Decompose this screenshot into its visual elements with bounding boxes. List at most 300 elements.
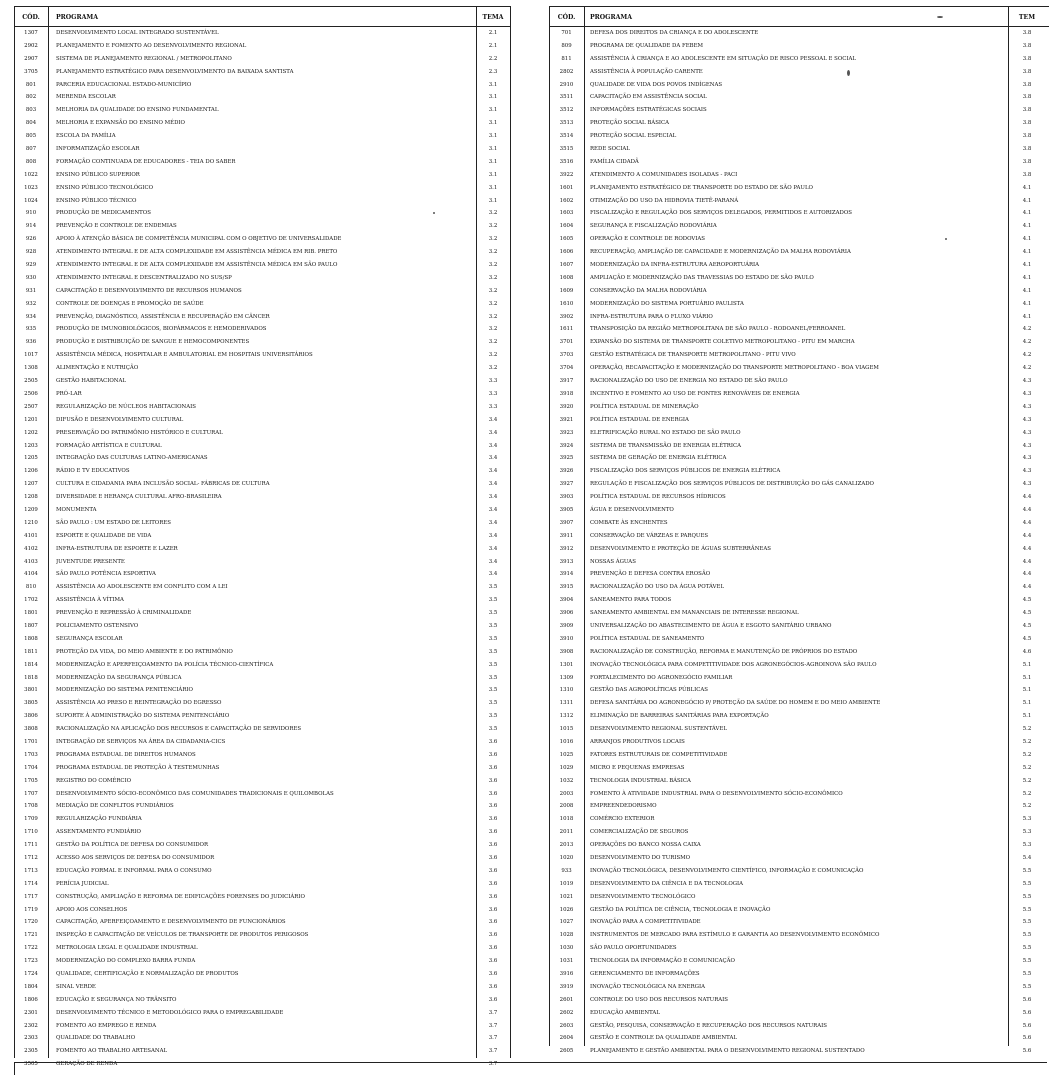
program-theme: 5.5 <box>1022 971 1032 978</box>
code-header: CÓD. <box>557 14 576 21</box>
program-name: COMBATE ÀS ENCHENTES <box>590 519 668 526</box>
program-theme: 3.5 <box>488 648 498 655</box>
program-theme: 5.2 <box>1022 726 1032 733</box>
left-rule-end <box>510 6 511 1058</box>
program-name: ATENDIMENTO INTEGRAL E DE ALTA COMPLEXIDADE EM ASSISTÊNCIA MÉDICA EM SÃO PAULO <box>56 262 338 269</box>
right-rule-program <box>584 6 585 1046</box>
program-code: 3902 <box>559 313 574 320</box>
program-code: 1201 <box>24 416 38 423</box>
table-row <box>549 323 1049 336</box>
program-code: 2507 <box>24 403 38 410</box>
program-code: 1713 <box>24 867 38 874</box>
program-name: GESTÃO, PESQUISA, CONSERVAÇÃO E RECUPERAÇÃO DOS RECURSOS NATURAIS <box>590 1022 827 1029</box>
program-code: 1611 <box>559 326 574 333</box>
program-theme: 3.8 <box>1022 30 1032 36</box>
program-name: ASSISTÊNCIA AO PRESO E REINTEGRAÇÃO DO EGRESSO <box>56 700 222 707</box>
table-row <box>549 684 1049 697</box>
program-name: FORTALECIMENTO DO AGRONEGÓCIO FAMILIAR <box>590 674 733 681</box>
program-name: DESENVOLVIMENTO DO TURISMO <box>590 855 691 861</box>
table-row <box>14 749 511 762</box>
program-name: MEDIAÇÃO DE CONFLITOS FUNDIÁRIOS <box>56 803 174 810</box>
program-code: 3705 <box>24 68 38 75</box>
program-theme: 5.1 <box>1022 700 1032 707</box>
program-name: FISCALIZAÇÃO DOS SERVIÇOS PÚBLICOS DE ENERGIA ELÉTRICA <box>590 468 781 475</box>
program-code: 1019 <box>559 880 574 887</box>
program-name: REGULARIZAÇÃO FUNDIÁRIA <box>56 816 142 823</box>
program-name: EDUCAÇÃO E SEGURANÇA NO TRÂNSITO <box>56 996 177 1003</box>
table-row <box>549 1032 1049 1045</box>
program-theme: 3.7 <box>488 1061 498 1068</box>
table-row <box>549 762 1049 775</box>
table-row <box>549 401 1049 414</box>
program-theme: 3.2 <box>488 352 498 359</box>
table-row <box>14 916 511 929</box>
program-theme: 4.5 <box>1022 622 1032 629</box>
program-name: TECNOLOGIA DA INFORMAÇÃO E COMUNICAÇÃO <box>590 958 735 965</box>
program-name: APOIO AOS CONSELHOS <box>56 906 128 913</box>
program-theme: 5.6 <box>1022 1022 1032 1029</box>
program-name: MODERNIZAÇÃO DA SEGURANÇA PÚBLICA <box>56 674 182 681</box>
program-code: 1312 <box>559 713 574 720</box>
program-theme: 5.5 <box>1022 919 1032 926</box>
table-row <box>549 104 1049 117</box>
program-theme: 3.6 <box>488 751 498 758</box>
program-theme: 4.1 <box>1022 197 1032 204</box>
table-row <box>14 1020 511 1033</box>
program-name: TECNOLOGIA INDUSTRIAL BÁSICA <box>590 777 691 784</box>
program-code: 3912 <box>559 545 574 552</box>
table-row <box>549 891 1049 904</box>
program-name: PLANEJAMENTO ESTRATÉGICO PARA DESENVOLVIMENTO DA BAIXADA SANTISTA <box>56 68 294 75</box>
program-code: 1027 <box>559 919 574 926</box>
program-code: 2008 <box>559 803 574 810</box>
program-code: 1610 <box>559 300 574 307</box>
page-footer-frame <box>14 1062 1047 1075</box>
table-row <box>549 220 1049 233</box>
program-theme: 3.4 <box>488 545 498 552</box>
program-theme: 5.6 <box>1022 1035 1032 1042</box>
program-code: 1807 <box>24 622 38 629</box>
table-row <box>549 852 1049 865</box>
table-row <box>549 1045 1049 1058</box>
program-code: 1026 <box>559 906 574 913</box>
table-row <box>14 195 511 208</box>
table-row <box>549 478 1049 491</box>
program-theme: 4.3 <box>1022 442 1032 449</box>
program-name: SÃO PAULO POTÊNCIA ESPORTIVA <box>56 571 156 578</box>
program-theme: 3.8 <box>1022 81 1032 88</box>
table-row <box>549 207 1049 220</box>
program-theme: 3.4 <box>488 468 498 475</box>
program-name: ENSINO PÚBLICO SUPERIOR <box>56 171 140 178</box>
program-code: 1031 <box>559 958 574 965</box>
program-name: CONSERVAÇÃO DE VÁRZEAS E PARQUES <box>590 532 709 539</box>
program-theme: 3.2 <box>488 365 498 372</box>
program-name: ESCOLA DA FAMÍLIA <box>56 133 116 140</box>
program-theme: 3.2 <box>488 274 498 281</box>
table-row <box>14 581 511 594</box>
program-code: 2603 <box>559 1022 574 1029</box>
table-row <box>14 697 511 710</box>
table-row <box>14 117 511 130</box>
table-row <box>14 865 511 878</box>
program-name: ASSISTÊNCIA AO ADOLESCENTE EM CONFLITO COM A LEI <box>56 584 228 591</box>
right-top-rule <box>549 6 1049 7</box>
program-name: GESTÃO E CONTROLE DA QUALIDADE AMBIENTAL <box>590 1035 737 1042</box>
program-name: ATENDIMENTO INTEGRAL E DE ALTA COMPLEXIDADE EM ASSISTÊNCIA MÉDICA EM RIB. PRETO <box>56 249 338 256</box>
table-row <box>549 66 1049 79</box>
program-code: 3805 <box>24 700 38 707</box>
table-row <box>549 79 1049 92</box>
table-row <box>549 581 1049 594</box>
table-row <box>14 1045 511 1058</box>
program-theme: 3.5 <box>488 661 498 668</box>
program-theme: 5.5 <box>1022 906 1032 913</box>
program-theme: 3.1 <box>488 184 498 191</box>
program-code: 3904 <box>559 597 574 604</box>
table-row <box>14 130 511 143</box>
program-code: 1720 <box>24 919 38 926</box>
program-code: 701 <box>561 30 572 36</box>
program-theme: 3.6 <box>488 958 498 965</box>
program-theme: 3.8 <box>1022 133 1032 140</box>
program-name: DEFESA DOS DIREITOS DA CRIANÇA E DO ADOLESCENTE <box>590 30 759 36</box>
table-row <box>14 91 511 104</box>
program-theme: 4.5 <box>1022 635 1032 642</box>
program-code: 910 <box>25 210 37 217</box>
program-code: 1709 <box>24 816 38 823</box>
program-code: 2802 <box>559 68 574 75</box>
program-theme: 5.2 <box>1022 790 1032 797</box>
table-row <box>549 839 1049 852</box>
program-theme: 3.5 <box>488 700 498 707</box>
program-name: OTIMIZAÇÃO DO USO DA HIDROVIA TIETÊ-PARANÁ <box>590 197 739 204</box>
program-name: PARCERIA EDUCACIONAL ESTADO-MUNICÍPIO <box>56 81 192 88</box>
program-code: 933 <box>561 867 572 874</box>
table-row <box>549 955 1049 968</box>
program-theme: 2.3 <box>488 68 498 75</box>
program-name: EXPANSÃO DO SISTEMA DE TRANSPORTE COLETIVO METROPOLITANO - PITU EM MARCHA <box>590 339 855 346</box>
table-row <box>549 259 1049 272</box>
table-row <box>549 375 1049 388</box>
program-code: 810 <box>25 584 37 591</box>
program-theme: 4.3 <box>1022 390 1032 397</box>
program-code: 4103 <box>24 558 38 565</box>
table-row <box>549 981 1049 994</box>
table-row <box>14 1032 511 1045</box>
table-row <box>14 659 511 672</box>
table-row <box>549 633 1049 646</box>
right-program-table <box>549 6 1049 1058</box>
program-theme: 4.3 <box>1022 378 1032 385</box>
program-theme: 5.6 <box>1022 1009 1032 1016</box>
program-theme: 3.5 <box>488 674 498 681</box>
program-theme: 5.5 <box>1022 893 1032 900</box>
program-theme: 4.1 <box>1022 249 1032 256</box>
program-theme: 3.4 <box>488 519 498 526</box>
program-theme: 3.6 <box>488 790 498 797</box>
table-row <box>14 375 511 388</box>
table-row <box>549 942 1049 955</box>
program-name: METROLOGIA LEGAL E QUALIDADE INDUSTRIAL <box>56 945 198 952</box>
program-name: TRANSPOSIÇÃO DA REGIÃO METROPOLITANA DE SÃO PAULO - RODOANEL/FERROANEL <box>590 326 846 333</box>
program-theme: 4.1 <box>1022 313 1032 320</box>
program-theme: 3.3 <box>488 390 498 397</box>
table-row <box>14 323 511 336</box>
program-name: CONTROLE DE DOENÇAS E PROMOÇÃO DE SAÚDE <box>56 300 204 307</box>
table-row <box>14 994 511 1007</box>
program-name: PREVENÇÃO E DEFESA CONTRA EROSÃO <box>590 571 711 578</box>
program-name: PROTEÇÃO DA VIDA, DO MEIO AMBIENTE E DO PATRIMÔNIO <box>56 648 233 655</box>
table-row <box>14 207 511 220</box>
program-code: 3923 <box>559 429 574 436</box>
program-theme: 5.5 <box>1022 945 1032 952</box>
program-name: INCENTIVO E FOMENTO AO USO DE FONTES RENOVÁVEIS DE ENERGIA <box>590 390 800 397</box>
program-name: MODERNIZAÇÃO E APERFEIÇOAMENTO DA POLÍCIA TÉCNICO-CIENTÍFICA <box>56 661 274 668</box>
program-code: 3915 <box>559 584 574 591</box>
program-name: QUALIDADE DO TRABALHO <box>56 1035 136 1042</box>
theme-header: TEMA <box>482 14 504 21</box>
program-code: 3926 <box>559 468 574 475</box>
program-theme: 3.6 <box>488 893 498 900</box>
table-row <box>549 904 1049 917</box>
program-code: 932 <box>25 300 37 307</box>
program-code: 3505 <box>24 1061 38 1068</box>
table-row <box>549 556 1049 569</box>
program-name: GESTÃO DA POLÍTICA DE CIÊNCIA, TECNOLOGIA E INOVAÇÃO <box>590 906 771 913</box>
program-code: 1717 <box>24 893 38 900</box>
program-name: NOSSAS ÁGUAS <box>590 558 636 565</box>
program-theme: 4.4 <box>1022 494 1032 501</box>
table-row <box>14 852 511 865</box>
program-code: 1603 <box>559 210 574 217</box>
program-name: INSTRUMENTOS DE MERCADO PARA ESTÍMULO E GARANTIA AO DESENVOLVIMENTO ECONÔMICO <box>590 932 880 939</box>
table-row <box>14 246 511 259</box>
program-name: ASSISTÊNCIA À CRIANÇA E AO ADOLESCENTE EM SITUAÇÃO DE RISCO PESSOAL E SOCIAL <box>590 55 856 62</box>
program-name: ELIMINAÇÃO DE BARREIRAS SANITÁRIAS PARA EXPORTAÇÃO <box>590 713 769 720</box>
program-theme: 5.1 <box>1022 674 1032 681</box>
program-theme: 3.5 <box>488 584 498 591</box>
left-rule-program <box>48 6 49 1058</box>
table-row <box>14 981 511 994</box>
program-theme: 3.5 <box>488 610 498 617</box>
program-theme: 4.3 <box>1022 468 1032 475</box>
program-theme: 3.4 <box>488 532 498 539</box>
program-theme: 3.8 <box>1022 107 1032 114</box>
program-theme: 3.4 <box>488 416 498 423</box>
program-code: 2506 <box>24 390 38 397</box>
table-row <box>549 91 1049 104</box>
table-row <box>14 440 511 453</box>
program-code: 1714 <box>24 880 38 887</box>
program-code: 936 <box>25 339 37 346</box>
program-name: ELETRIFICAÇÃO RURAL NO ESTADO DE SÃO PAULO <box>590 429 741 436</box>
program-theme: 3.6 <box>488 829 498 836</box>
table-row <box>549 929 1049 942</box>
table-row <box>14 504 511 517</box>
table-row <box>549 156 1049 169</box>
program-name: INFRA-ESTRUTURA DE ESPORTE E LAZER <box>56 545 178 552</box>
table-row <box>549 723 1049 736</box>
table-row <box>549 336 1049 349</box>
program-code: 3511 <box>559 94 574 101</box>
table-row <box>549 916 1049 929</box>
table-row <box>549 452 1049 465</box>
program-name: JUVENTUDE PRESENTE <box>56 558 125 565</box>
program-name: PROGRAMA ESTADUAL DE PROTEÇÃO À TESTEMUNHAS <box>56 764 220 771</box>
left-program-table <box>14 6 511 1071</box>
table-row <box>14 220 511 233</box>
program-code: 2601 <box>559 996 574 1003</box>
program-theme: 3.8 <box>1022 171 1032 178</box>
table-row <box>14 143 511 156</box>
program-name: PREVENÇÃO, DIAGNÓSTICO, ASSISTÊNCIA E RECUPERAÇÃO EM CÂNCER <box>56 313 270 320</box>
program-theme: 5.2 <box>1022 777 1032 784</box>
program-theme: 3.4 <box>488 571 498 578</box>
program-code: 1018 <box>559 816 574 823</box>
program-name: INTEGRAÇÃO DE SERVIÇOS NA ÁREA DA CIDADANIA-CICS <box>56 738 226 745</box>
program-theme: 3.6 <box>488 842 498 849</box>
table-row <box>14 607 511 620</box>
table-row <box>14 826 511 839</box>
program-code: 1701 <box>24 738 38 745</box>
table-row <box>549 994 1049 1007</box>
program-theme: 3.6 <box>488 996 498 1003</box>
program-code: 1609 <box>559 287 574 294</box>
table-row <box>549 27 1049 40</box>
program-theme: 3.3 <box>488 403 498 410</box>
program-name: FISCALIZAÇÃO E REGULAÇÃO DOS SERVIÇOS DELEGADOS, PERMITIDOS E AUTORIZADOS <box>590 210 852 217</box>
program-theme: 3.8 <box>1022 94 1032 101</box>
table-row <box>14 878 511 891</box>
table-row <box>549 672 1049 685</box>
table-row <box>14 530 511 543</box>
table-row <box>549 195 1049 208</box>
program-name: INFORMAÇÕES ESTRATÉGICAS SOCIAIS <box>590 107 707 114</box>
program-code: 1801 <box>24 610 38 617</box>
program-code: 1202 <box>24 429 38 436</box>
scan-speck <box>847 70 850 76</box>
program-code: 1602 <box>559 197 574 204</box>
program-name: ENSINO PÚBLICO TÉCNICO <box>56 197 137 204</box>
program-name: FATORES ESTRUTURAIS DE COMPETITIVIDADE <box>590 751 728 758</box>
program-name: EMPREENDEDORISMO <box>590 803 657 810</box>
program-theme: 3.5 <box>488 687 498 694</box>
table-row <box>549 182 1049 195</box>
table-row <box>14 272 511 285</box>
program-code: 2303 <box>24 1035 38 1042</box>
program-code: 1605 <box>559 236 574 243</box>
program-name: RACIONALIZAÇÃO DO USO DE ENERGIA NO ESTADO DE SÃO PAULO <box>590 378 788 385</box>
code-header: CÓD. <box>22 14 40 21</box>
program-name: OPERAÇÕES DO BANCO NOSSA CAIXA <box>590 842 701 849</box>
program-theme: 4.5 <box>1022 610 1032 617</box>
program-name: MONUMENTA <box>56 506 97 513</box>
table-row <box>549 130 1049 143</box>
program-code: 935 <box>25 326 37 333</box>
program-code: 2011 <box>559 829 574 836</box>
program-theme: 3.2 <box>488 287 498 294</box>
table-row <box>549 646 1049 659</box>
program-theme: 3.5 <box>488 622 498 629</box>
program-name: INFRA-ESTRUTURA PARA O FLUXO VIÁRIO <box>590 313 713 320</box>
program-theme: 4.5 <box>1022 597 1032 604</box>
program-name: MODERNIZAÇÃO DO SISTEMA PENITENCIÁRIO <box>56 687 193 694</box>
table-row <box>549 775 1049 788</box>
table-row <box>14 968 511 981</box>
program-code: 3920 <box>559 403 574 410</box>
program-name: PREVENÇÃO E REPRESSÃO À CRIMINALIDADE <box>56 610 192 617</box>
table-row <box>549 491 1049 504</box>
program-theme: 3.2 <box>488 223 498 230</box>
program-name: UNIVERSALIZAÇÃO DO ABASTECIMENTO DE ÁGUA E ESGOTO SANITÁRIO URBANO <box>590 622 832 629</box>
program-code: 805 <box>25 133 37 140</box>
program-theme: 4.4 <box>1022 506 1032 513</box>
program-code: 1307 <box>24 30 38 36</box>
table-row <box>14 904 511 917</box>
program-theme: 3.6 <box>488 855 498 861</box>
program-name: INOVAÇÃO PARA A COMPETITIVIDADE <box>590 919 701 926</box>
program-theme: 3.4 <box>488 442 498 449</box>
program-theme: 3.2 <box>488 339 498 346</box>
program-theme: 3.4 <box>488 429 498 436</box>
program-code: 4104 <box>24 571 38 578</box>
program-theme: 3.8 <box>1022 68 1032 75</box>
table-row <box>549 53 1049 66</box>
program-code: 1020 <box>559 855 574 861</box>
table-row <box>549 388 1049 401</box>
program-theme: 5.5 <box>1022 867 1032 874</box>
program-name: MELHORIA DA QUALIDADE DO ENSINO FUNDAMENTAL <box>56 107 219 114</box>
program-theme: 3.4 <box>488 558 498 565</box>
program-name: REGULAÇÃO E FISCALIZAÇÃO DOS SERVIÇOS PÚBLICOS DE DISTRIBUIÇÃO DO GÁS CANALIZADO <box>590 481 874 488</box>
program-code: 1704 <box>24 764 38 771</box>
program-theme: 4.3 <box>1022 455 1032 462</box>
program-name: CONSERVAÇÃO DA MALHA RODOVIÁRIA <box>590 287 707 294</box>
program-header: PROGRAMA <box>590 14 633 21</box>
program-theme: 5.4 <box>1022 855 1032 861</box>
program-theme: 3.8 <box>1022 42 1032 49</box>
table-row <box>549 710 1049 723</box>
table-row <box>14 414 511 427</box>
program-name: OPERAÇÃO, RECAPACITAÇÃO E MODERNIZAÇÃO DO TRANSPORTE METROPOLITANO - BOA VIAGEM <box>590 365 879 372</box>
program-code: 3703 <box>559 352 574 359</box>
table-row <box>549 504 1049 517</box>
table-row <box>549 1007 1049 1020</box>
program-code: 2605 <box>559 1048 574 1055</box>
program-theme: 5.2 <box>1022 803 1032 810</box>
program-name: EDUCAÇÃO AMBIENTAL <box>590 1009 660 1016</box>
program-code: 808 <box>25 158 37 165</box>
table-row <box>14 169 511 182</box>
program-code: 3917 <box>559 378 574 385</box>
table-row <box>14 465 511 478</box>
program-code: 926 <box>25 236 37 243</box>
program-name: REGULARIZAÇÃO DE NÚCLEOS HABITACIONAIS <box>56 403 196 410</box>
program-theme: 3.6 <box>488 983 498 990</box>
program-theme: 3.5 <box>488 726 498 733</box>
program-code: 1702 <box>24 597 38 604</box>
program-name: PRODUÇÃO DE MEDICAMENTOS <box>56 210 151 217</box>
program-name: GESTÃO DAS AGROPOLÍTICAS PÚBLICAS <box>590 687 708 694</box>
program-code: 3903 <box>559 494 574 501</box>
program-name: CULTURA E CIDADANIA PARA INCLUSÃO SOCIAL- FÁBRICAS DE CULTURA <box>56 481 270 488</box>
program-code: 4102 <box>24 545 38 552</box>
program-name: ASSISTÊNCIA MÉDICA, HOSPITALAR E AMBULATORIAL EM HOSPITAIS UNIVERSITÁRIOS <box>56 352 313 359</box>
program-code: 1311 <box>559 700 574 707</box>
program-theme: 3.1 <box>488 197 498 204</box>
table-row <box>14 285 511 298</box>
